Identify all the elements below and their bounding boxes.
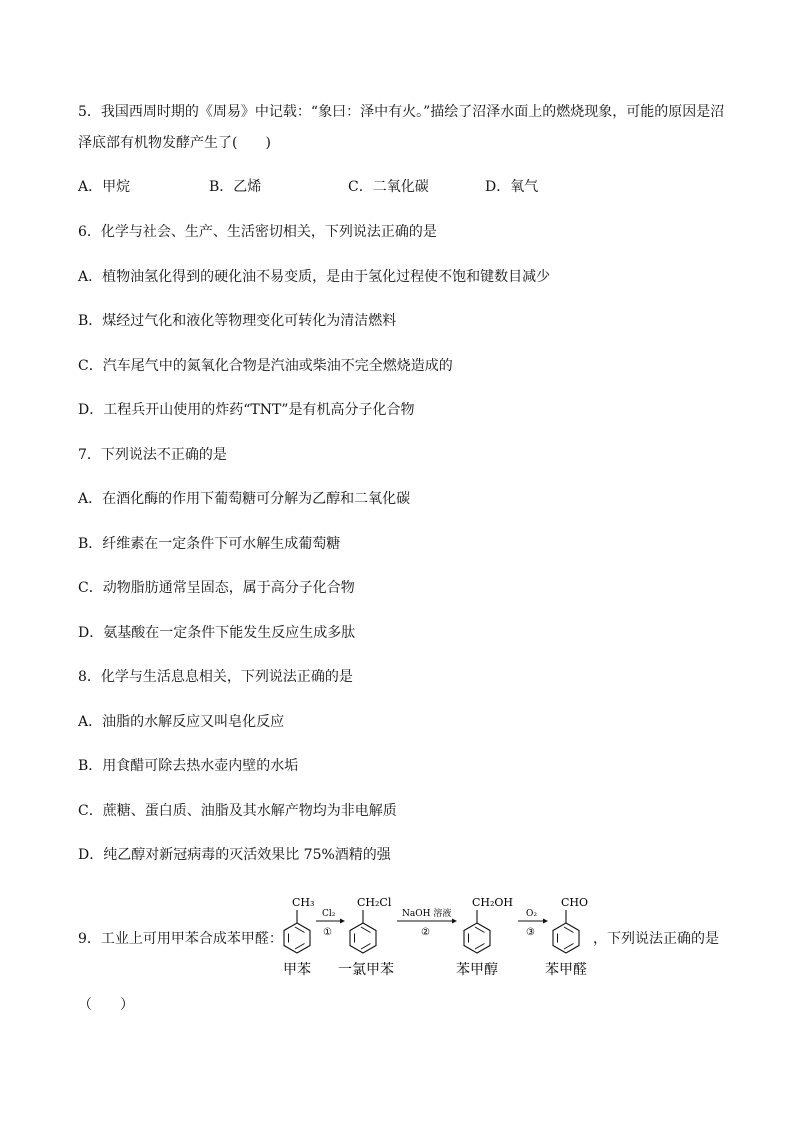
q8-option-d: D．纯乙醇对新冠病毒的灭活效果比 75%酒精的强 <box>78 847 391 863</box>
toluene-group: CH₃ <box>292 896 315 909</box>
benzaldehyde-structure <box>553 896 588 953</box>
arrow-2-step: ② <box>421 927 430 938</box>
q6-option-d: D．工程兵开山使用的炸药“TNT”是有机高分子化合物 <box>78 402 415 418</box>
q9-stem: 9．工业上可用甲苯合成苯甲醛： <box>78 931 283 947</box>
arrow-step-2 <box>397 907 457 938</box>
q6-option-b: B．煤经过气化和液化等物理变化可转化为清洁燃料 <box>78 313 397 329</box>
q6-option-a: A．植物油氢化得到的硬化油不易变质，是由于氢化过程使不饱和键数目减少 <box>78 269 551 285</box>
toluene-name: 甲苯 <box>283 962 311 978</box>
q8-option-c: C．蔗糖、蛋白质、油脂及其水解产物均为非电解质 <box>78 803 397 819</box>
q5-option-b: B．乙烯 <box>209 179 262 195</box>
arrow-step-3 <box>518 909 548 938</box>
arrow-step-1 <box>316 909 345 938</box>
q7-option-c: C．动物脂肪通常呈固态，属于高分子化合物 <box>78 580 355 596</box>
benzyl-chloride-structure <box>350 896 392 953</box>
arrow-1-reagent: Cl₂ <box>322 909 336 919</box>
q7-stem: 7．下列说法不正确的是 <box>78 447 227 463</box>
q5-option-c: C．二氧化碳 <box>348 179 429 195</box>
q6-stem: 6．化学与社会、生产、生活密切相关，下列说法正确的是 <box>78 224 437 240</box>
benzaldehyde-group: CHO <box>561 896 589 909</box>
arrow-1-step: ① <box>323 927 332 938</box>
arrow-2-reagent: NaOH 溶液 <box>402 909 452 919</box>
benzyl-alcohol-structure <box>464 896 513 953</box>
q7-option-a: A．在酒化酶的作用下葡萄糖可分解为乙醇和二氧化碳 <box>78 491 411 507</box>
toluene-structure <box>284 896 314 953</box>
q5-stem-line2: 泽底部有机物发酵产生了( ) <box>78 135 271 151</box>
benzyl-alcohol-group: CH₂OH <box>472 896 514 909</box>
q6-option-c: C．汽车尾气中的氮氧化合物是汽油或柴油不完全燃烧造成的 <box>78 358 453 374</box>
arrow-3-step: ③ <box>526 927 535 938</box>
benzyl-chloride-group: CH₂Cl <box>357 896 392 909</box>
benzyl-alcohol-name: 苯甲醇 <box>456 962 498 978</box>
benzaldehyde-name: 苯甲醛 <box>545 962 587 978</box>
q5-stem-line1: 5．我国西周时期的《周易》中记载：“象曰：泽中有火。”描绘了沼泽水面上的燃烧现象，可能的原因是沼 <box>78 104 725 120</box>
benzyl-chloride-name: 一氯甲苯 <box>338 962 394 978</box>
q9-answer-paren: （ ） <box>78 997 134 1013</box>
q7-option-d: D．氨基酸在一定条件下能发生反应生成多肽 <box>78 625 356 641</box>
q5-option-a: A．甲烷 <box>78 179 131 195</box>
q8-option-b: B．用食醋可除去热水壶内壁的水垢 <box>78 758 299 774</box>
q7-option-b: B．纤维素在一定条件下可水解生成葡萄糖 <box>78 536 341 552</box>
q8-stem: 8．化学与生活息息相关，下列说法正确的是 <box>78 669 353 685</box>
arrow-3-reagent: O₂ <box>526 909 537 919</box>
q8-option-a: A．油脂的水解反应又叫皂化反应 <box>78 714 285 730</box>
q9-stem-tail: ，下列说法正确的是 <box>593 931 719 947</box>
q5-option-d: D．氧气 <box>485 179 539 195</box>
